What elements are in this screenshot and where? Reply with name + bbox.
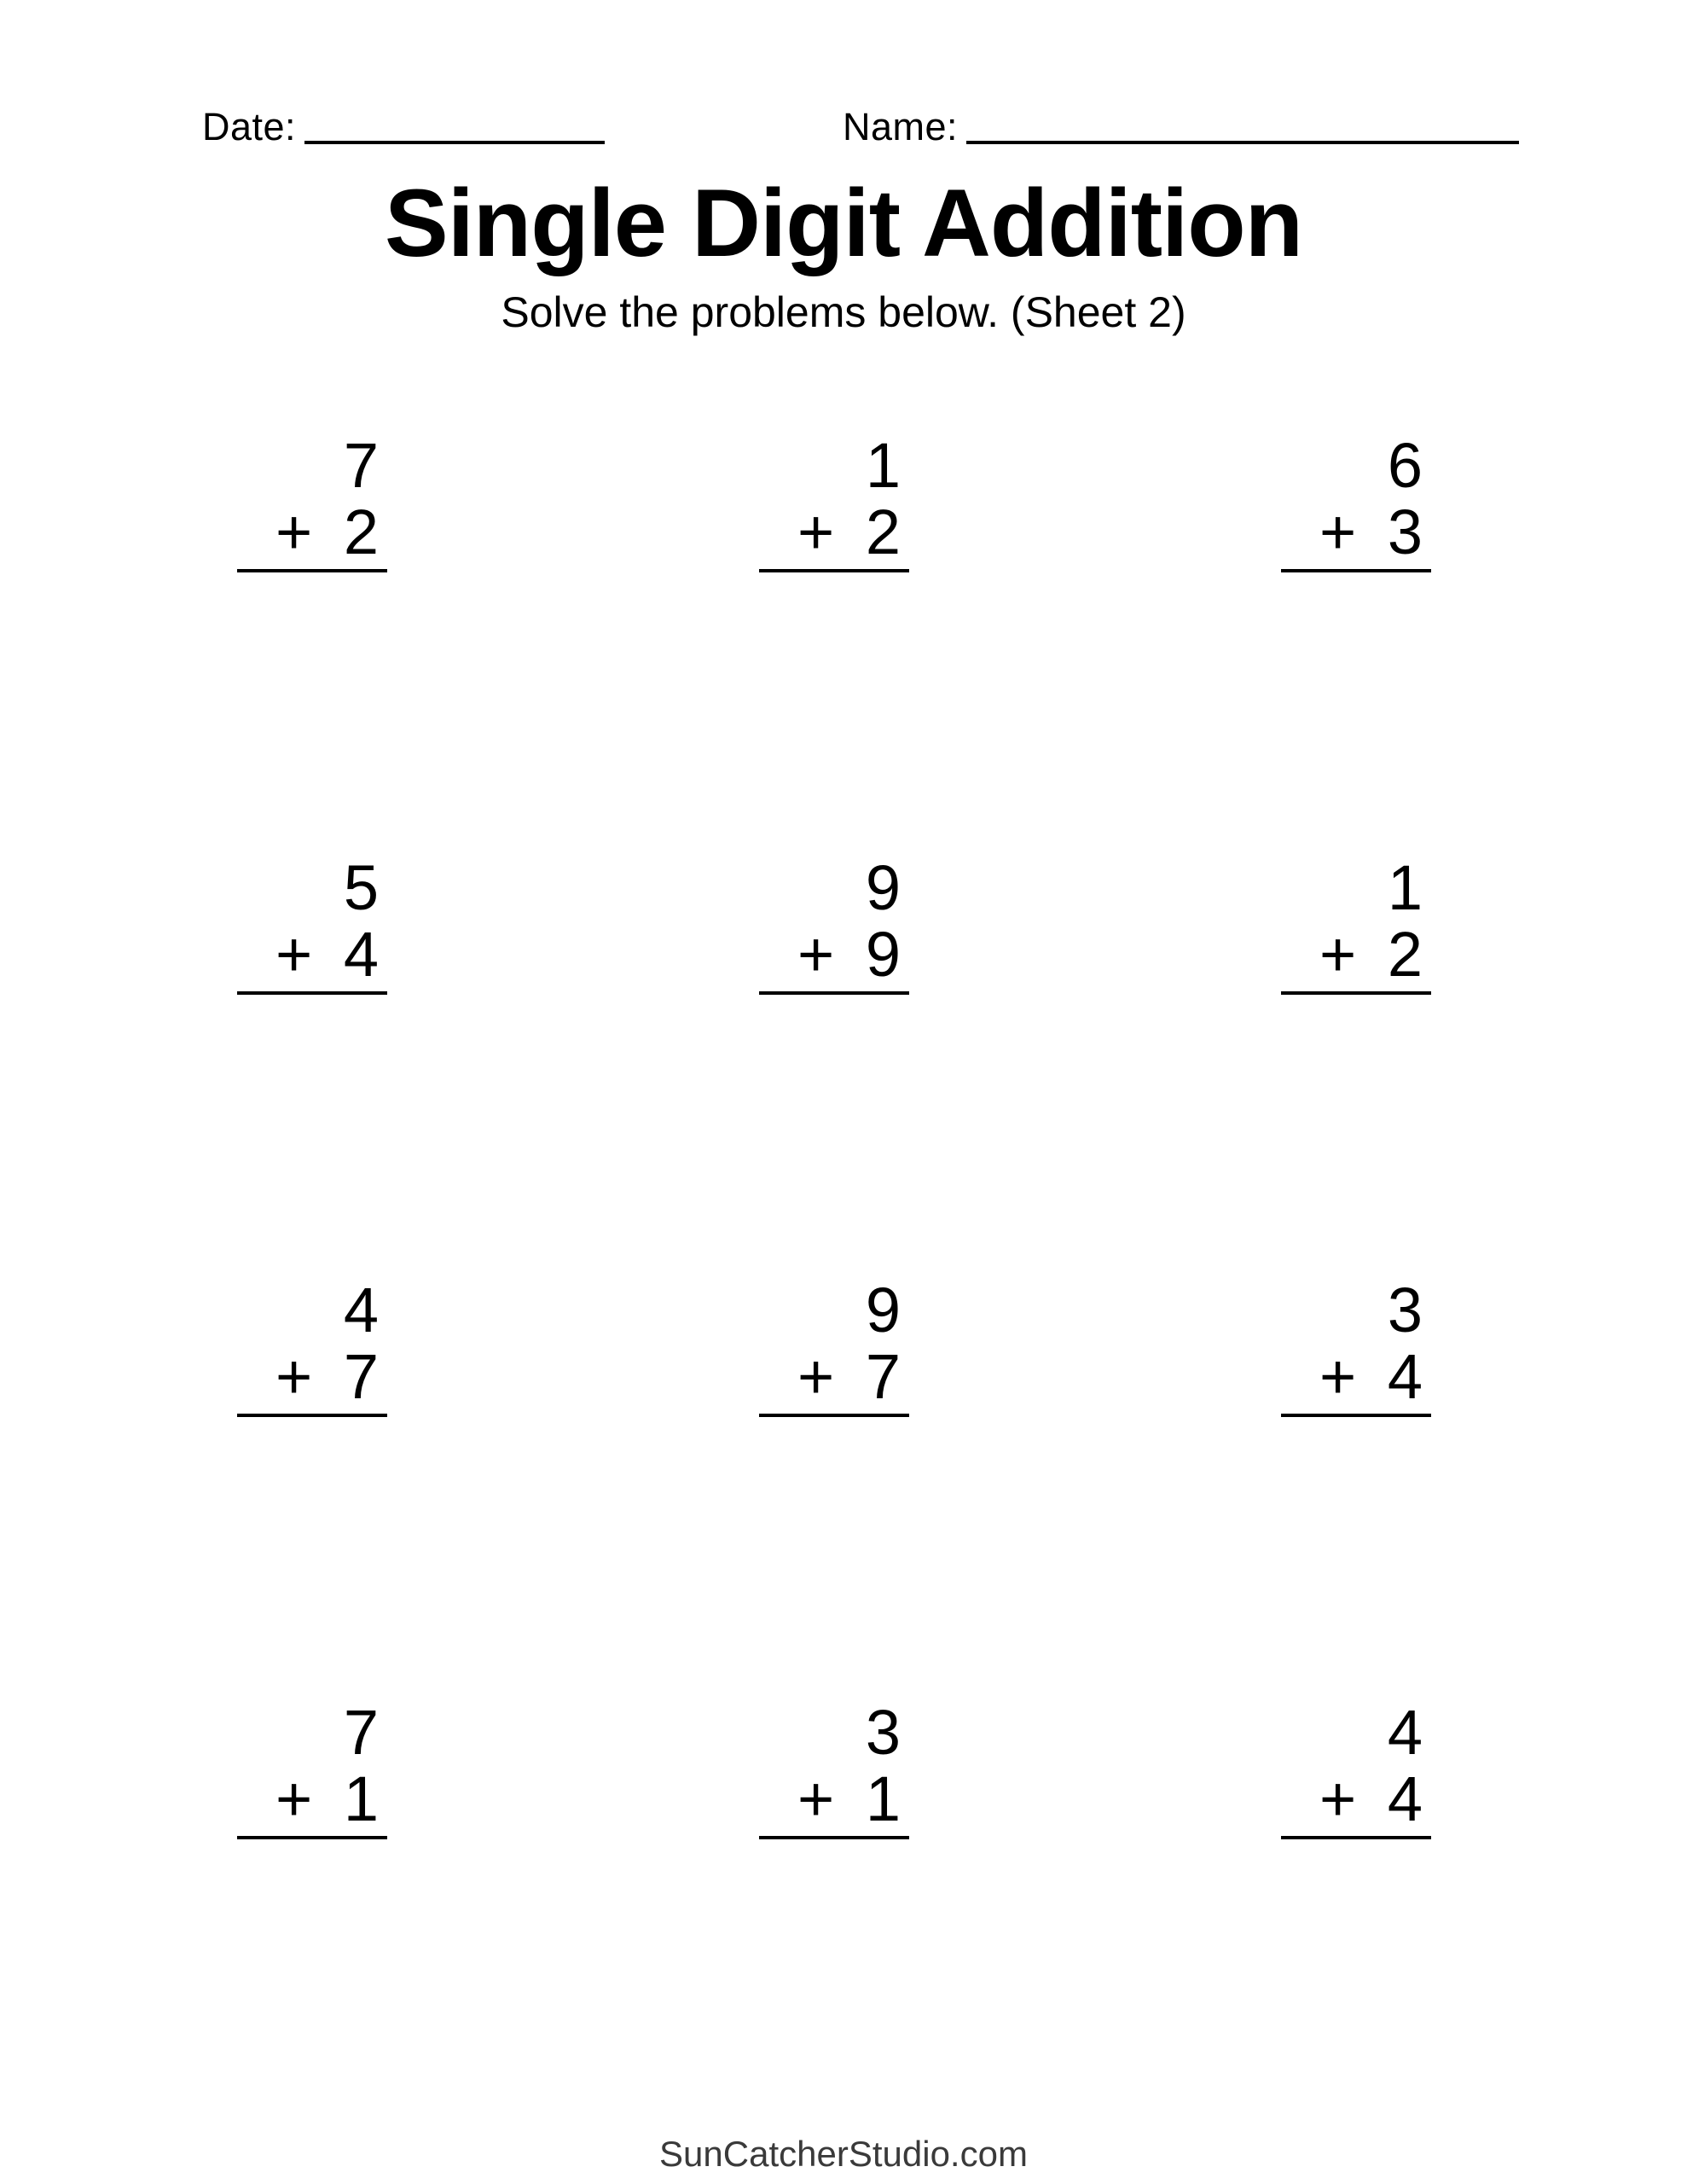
answer-line: [1281, 991, 1431, 995]
bottom-addend: 2: [1387, 919, 1423, 990]
top-addend: 7: [343, 430, 379, 501]
bottom-addend: 3: [1387, 497, 1423, 567]
answer-line: [759, 569, 909, 572]
answer-line: [237, 1836, 387, 1839]
answer-line: [759, 991, 909, 995]
addition-problem: [759, 1697, 909, 1839]
top-addend: 5: [343, 852, 379, 923]
top-addend: 4: [1387, 1697, 1423, 1768]
problems-grid: [237, 430, 1431, 1839]
addition-problem: [1281, 1275, 1431, 1417]
plus-operator: +: [275, 1341, 313, 1412]
bottom-addend: 7: [343, 1341, 379, 1412]
top-addend: 3: [865, 1697, 901, 1768]
answer-line: [759, 1414, 909, 1417]
answer-line: [237, 991, 387, 995]
top-addend: 9: [865, 1275, 901, 1345]
addition-problem: [759, 852, 909, 995]
plus-operator: +: [797, 919, 835, 990]
plus-operator: +: [275, 1763, 313, 1834]
date-label: Date:: [202, 105, 297, 148]
plus-operator: +: [797, 1341, 835, 1412]
plus-operator: +: [1319, 919, 1357, 990]
plus-operator: +: [797, 1763, 835, 1834]
top-addend: 1: [1387, 852, 1423, 923]
bottom-addend: 1: [343, 1763, 379, 1834]
bottom-addend: 9: [865, 919, 901, 990]
addition-problem: [237, 852, 387, 995]
page-subtitle: Solve the problems below. (Sheet 2): [501, 288, 1186, 336]
addition-problem: [759, 430, 909, 572]
name-field-group: [843, 107, 1519, 146]
plus-operator: +: [1319, 1341, 1357, 1412]
answer-line: [1281, 569, 1431, 572]
answer-line: [237, 569, 387, 572]
answer-line: [1281, 1836, 1431, 1839]
bottom-addend: 7: [865, 1341, 901, 1412]
plus-operator: +: [275, 919, 313, 990]
addition-problem: [1281, 1697, 1431, 1839]
name-label: Name:: [843, 105, 959, 148]
bottom-addend: 2: [343, 497, 379, 567]
plus-operator: +: [275, 497, 313, 567]
addition-problem: [237, 1697, 387, 1839]
site-attribution: SunCatcherStudio.com: [659, 2134, 1028, 2174]
date-blank-line: [304, 141, 605, 144]
top-addend: 6: [1387, 430, 1423, 501]
bottom-addend: 4: [1387, 1341, 1423, 1412]
plus-operator: +: [1319, 1763, 1357, 1834]
plus-operator: +: [1319, 497, 1357, 567]
bottom-addend: 1: [865, 1763, 901, 1834]
addition-problem: [1281, 430, 1431, 572]
bottom-addend: 4: [1387, 1763, 1423, 1834]
page-title: Single Digit Addition: [384, 170, 1303, 276]
top-addend: 9: [865, 852, 901, 923]
name-blank-line: [966, 141, 1519, 144]
addition-problem: [237, 1275, 387, 1417]
top-addend: 7: [343, 1697, 379, 1768]
top-addend: 3: [1387, 1275, 1423, 1345]
answer-line: [237, 1414, 387, 1417]
top-addend: 1: [865, 430, 901, 501]
addition-problem: [237, 430, 387, 572]
addition-problem: [1281, 852, 1431, 995]
answer-line: [1281, 1414, 1431, 1417]
top-addend: 4: [343, 1275, 379, 1345]
date-field-group: [202, 107, 605, 146]
bottom-addend: 2: [865, 497, 901, 567]
bottom-addend: 4: [343, 919, 379, 990]
answer-line: [759, 1836, 909, 1839]
plus-operator: +: [797, 497, 835, 567]
addition-problem: [759, 1275, 909, 1417]
